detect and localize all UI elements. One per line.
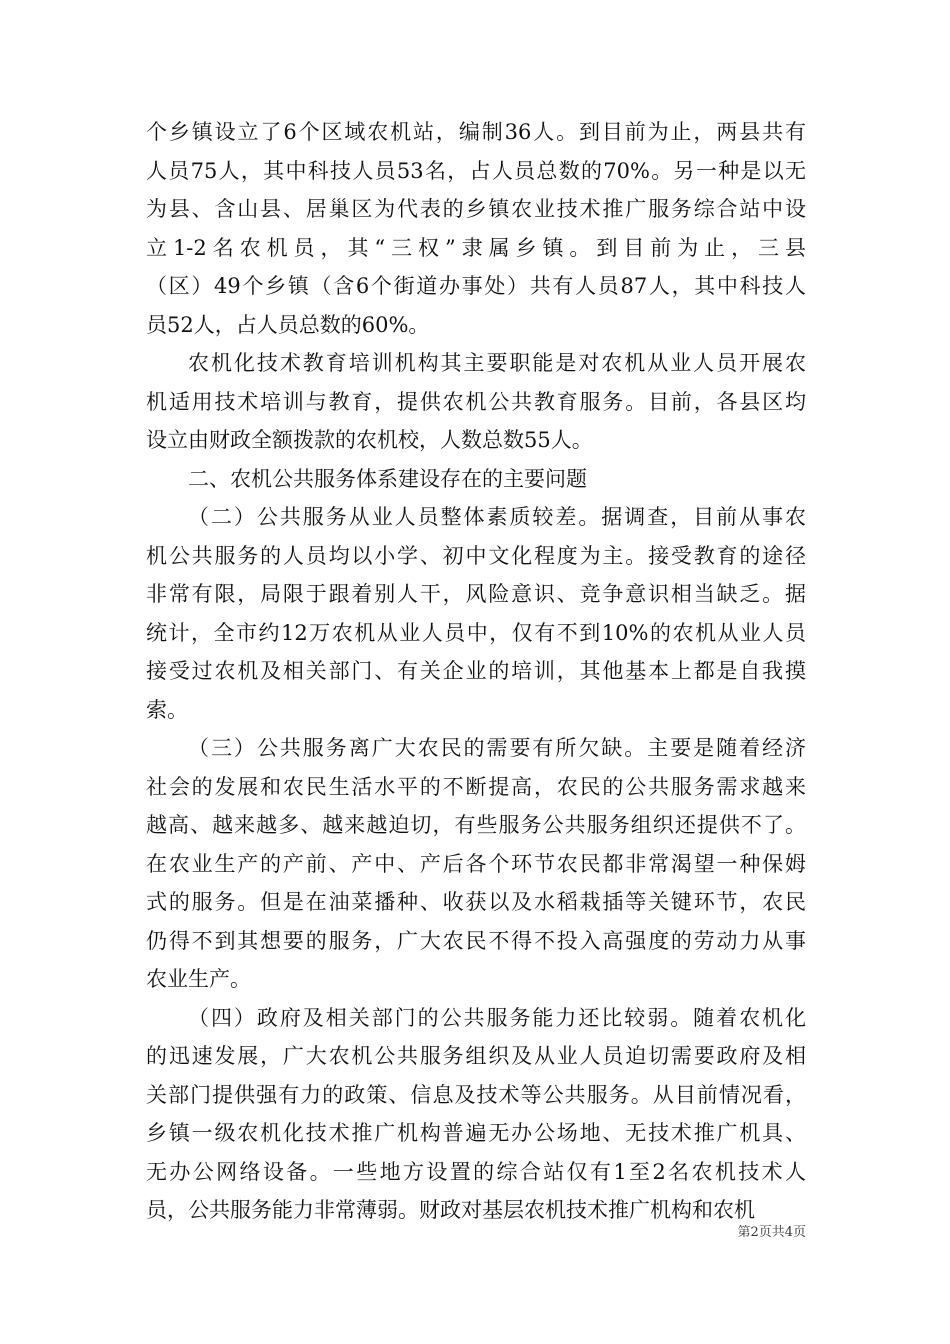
text-line: 接受过农机及相关部门、有关企业的培训，其他基本上都是自我摸 <box>146 659 806 683</box>
text-line: 在农业生产的产前、产中、产后各个环节农民都非常渴望一种保姆 <box>146 851 806 876</box>
text-line: 设立由财政全额拨款的农机校，人数总数55人。 <box>146 428 593 452</box>
para-problem-2 <box>146 498 806 729</box>
text-line: 仍得不到其想要的服务，广大农民不得不投入高强度的劳动力从事 <box>146 928 806 953</box>
document-body <box>146 113 806 1230</box>
text-line: 式的服务。但是在油菜播种、收获以及水稻栽插等关键环节，农民 <box>146 890 806 914</box>
text-line: （三）公共服务离广大农民的需要有所欠缺。主要是随着经济 <box>188 736 806 760</box>
text-line: 农机化技术教育培训机构其主要职能是对农机从业人员开展农 <box>188 351 806 375</box>
text-line: 员，公共服务能力非常薄弱。财政对基层农机技术推广机构和农机 <box>146 1198 755 1222</box>
text-line: 为县、含山县、居巢区为代表的乡镇农业技术推广服务综合站中设 <box>146 197 806 221</box>
text-line: 乡镇一级农机化技术推广机构普遍无办公场地、无技术推广机具、 <box>146 1121 806 1145</box>
text-line: 社会的发展和农民生活水平的不断提高，农民的公共服务需求越来 <box>146 774 806 799</box>
para-regional-stations <box>146 113 806 344</box>
text-line: 越高、越来越多、越来越迫切，有些服务公共服务组织还提供不了。 <box>146 813 806 837</box>
text-line: （区）49个乡镇（含6个街道办事处）共有人员87人，其中科技人 <box>146 274 806 298</box>
para-problem-4 <box>146 999 806 1230</box>
text-line: 农业生产。 <box>146 967 251 991</box>
text-line: 的迅速发展，广大农机公共服务组织及从业人员迫切需要政府及相 <box>146 1044 806 1068</box>
text-line: 无办公网络设备。一些地方设置的综合站仅有1至2名农机技术人 <box>146 1159 806 1184</box>
para-problem-3 <box>146 729 806 999</box>
text-line: 二、农机公共服务体系建设存在的主要问题 <box>188 466 587 491</box>
text-line: 机适用技术培训与教育，提供农机公共教育服务。目前，各县区均 <box>146 389 806 414</box>
text-line: 员52人，占人员总数的60%。 <box>146 312 430 337</box>
page-number-footer: 第2页共4页 <box>737 1225 806 1240</box>
text-line: 非常有限，局限于跟着别人干，风险意识、竞争意识相当缺乏。据 <box>146 582 806 606</box>
para-training-institutions <box>146 344 806 460</box>
text-line: 人员75人，其中科技人员53名，占人员总数的70%。另一种是以无 <box>146 158 806 183</box>
text-line: 立1-2名农机员，其“三权”隶属乡镇。到目前为止，三县 <box>146 235 806 260</box>
text-line: 机公共服务的人员均以小学、初中文化程度为主。接受教育的途径 <box>146 543 806 568</box>
text-line: 关部门提供强有力的政策、信息及技术等公共服务。从目前情况看， <box>146 1082 806 1107</box>
text-line: （二）公共服务从业人员整体素质较差。据调查，目前从事农 <box>188 505 806 529</box>
text-line: 统计，全市约12万农机从业人员中，仅有不到10%的农机从业人员 <box>146 620 806 645</box>
section-heading-problems <box>146 460 806 499</box>
text-line: 个乡镇设立了6个区域农机站，编制36人。到目前为止，两县共有 <box>146 120 806 144</box>
text-line: （四）政府及相关部门的公共服务能力还比较弱。随着农机化 <box>188 1005 806 1030</box>
text-line: 索。 <box>146 697 188 722</box>
